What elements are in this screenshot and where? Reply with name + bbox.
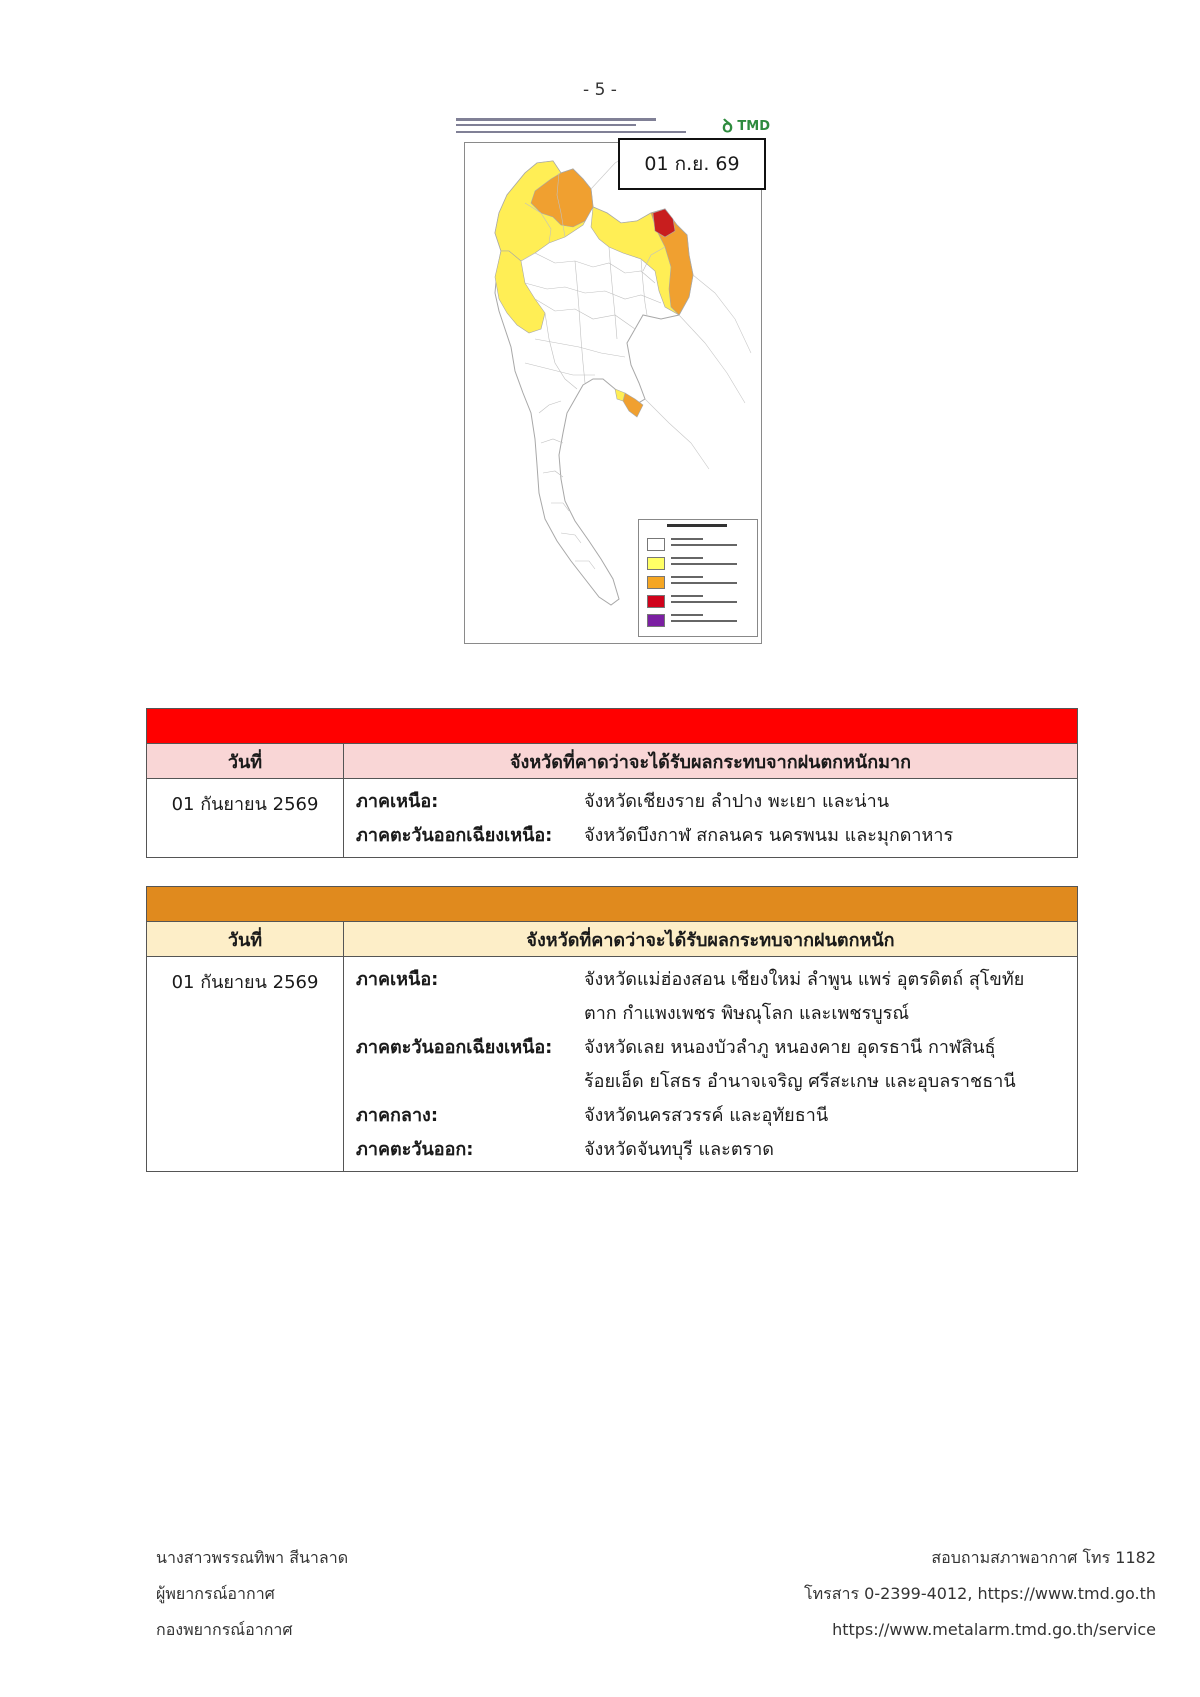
region-row-east — [356, 1133, 1077, 1167]
map-caption-line — [456, 124, 636, 126]
legend-text-line — [671, 538, 703, 540]
map-caption-line — [456, 118, 656, 121]
legend-text-line — [671, 582, 737, 584]
map-caption-line — [456, 131, 686, 133]
legend-row — [647, 555, 751, 571]
forecaster-department: กองพยากรณ์อากาศ — [156, 1620, 293, 1639]
region-row-north — [356, 785, 1077, 819]
province-line: ตาก กำแพงเพชร พิษณุโลก และเพชรบูรณ์ — [584, 1003, 910, 1024]
region-name: ภาคตะวันออกเฉียงเหนือ: — [356, 1037, 553, 1058]
region-name: ภาคกลาง: — [356, 1105, 439, 1126]
map-date-label: 01 ก.ย. 69 — [618, 138, 766, 190]
footer-forecaster — [156, 1540, 348, 1648]
tmd-logo — [722, 114, 770, 138]
legend-swatch-severe — [647, 614, 665, 627]
heavy-rain-table — [146, 886, 1078, 1172]
legend-text-line — [671, 620, 737, 622]
province-line: จังหวัดแม่ฮ่องสอน เชียงใหม่ ลำพูน แพร่ อุตรดิตถ์ สุโขทัย — [584, 969, 1025, 990]
legend-swatch-heavy — [647, 557, 665, 570]
header-date: วันที่ — [147, 744, 344, 778]
region-row-north — [356, 963, 1077, 1031]
province-line: จังหวัดจันทบุรี และตราด — [584, 1139, 774, 1160]
region-row-northeast — [356, 819, 1077, 853]
province-line: จังหวัดเชียงราย ลำปาง พะเยา และน่าน — [584, 791, 890, 812]
region-provinces — [584, 1133, 1077, 1167]
legend-row — [647, 593, 751, 609]
legend-text-line — [671, 601, 737, 603]
province-line: ร้อยเอ็ด ยโสธร อำนาจเจริญ ศรีสะเกษ และอุบลราชธานี — [584, 1071, 1016, 1092]
region-provinces — [584, 819, 1077, 853]
header-date: วันที่ — [147, 922, 344, 956]
service-link[interactable]: https://www.metalarm.tmd.go.th/service — [832, 1620, 1156, 1639]
region-name: ภาคตะวันออก: — [356, 1139, 474, 1160]
legend-swatch-none — [647, 538, 665, 551]
table-row — [147, 957, 1077, 1171]
region-name: ภาคตะวันออกเฉียงเหนือ: — [356, 825, 553, 846]
province-line: จังหวัดเลย หนองบัวลำภู หนองคาย อุดรธานี กาฬสินธุ์ — [584, 1037, 996, 1058]
legend-text-line — [671, 544, 737, 546]
table-row — [147, 779, 1077, 857]
legend-text-line — [671, 576, 703, 578]
legend-text-line — [671, 563, 737, 565]
region-list — [344, 779, 1077, 857]
region-list — [344, 957, 1077, 1171]
forecaster-position: ผู้พยากรณ์อากาศ — [156, 1584, 275, 1603]
legend-title — [667, 524, 727, 527]
legend-row — [647, 612, 751, 628]
map-legend — [638, 519, 758, 637]
warning-level-bar — [147, 709, 1077, 744]
tmd-logo-text: TMD — [737, 119, 770, 134]
region-row-northeast — [356, 1031, 1077, 1099]
header-provinces: จังหวัดที่คาดว่าจะได้รับผลกระทบจากฝนตกหนัก — [526, 929, 895, 951]
very-heavy-rain-table — [146, 708, 1078, 858]
province-line: จังหวัดบึงกาฬ สกลนคร นครพนม และมุกดาหาร — [584, 825, 954, 846]
legend-swatch-very-heavy — [647, 576, 665, 589]
legend-text-line — [671, 595, 703, 597]
fax-and-website[interactable]: โทรสาร 0-2399-4012, https://www.tmd.go.th — [804, 1584, 1156, 1603]
page-number: - 5 - — [583, 80, 617, 100]
forecaster-name: นางสาวพรรณทิพา สีนาลาด — [156, 1548, 349, 1567]
legend-text-line — [671, 557, 703, 559]
region-provinces — [584, 785, 1077, 819]
legend-swatch-extreme — [647, 595, 665, 608]
region-row-central — [356, 1099, 1077, 1133]
forecast-date: 01 กันยายน 2569 — [147, 957, 344, 1171]
table-header-row — [147, 744, 1077, 779]
legend-row — [647, 574, 751, 590]
legend-row — [647, 536, 751, 552]
table-header-row — [147, 922, 1077, 957]
weather-hotline: สอบถามสภาพอากาศ โทร 1182 — [931, 1548, 1156, 1567]
forecast-date: 01 กันยายน 2569 — [147, 779, 344, 857]
region-name: ภาคเหนือ: — [356, 969, 439, 990]
header-provinces: จังหวัดที่คาดว่าจะได้รับผลกระทบจากฝนตกหนักมาก — [509, 751, 911, 773]
warning-level-bar — [147, 887, 1077, 922]
region-provinces — [584, 963, 1077, 1031]
footer-contact — [804, 1540, 1156, 1648]
legend-text-line — [671, 614, 703, 616]
region-provinces — [584, 1099, 1077, 1133]
region-name: ภาคเหนือ: — [356, 791, 439, 812]
province-line: จังหวัดนครสวรรค์ และอุทัยธานี — [584, 1105, 829, 1126]
region-provinces — [584, 1031, 1077, 1099]
tmd-swirl-icon: ꝺ — [722, 116, 733, 137]
